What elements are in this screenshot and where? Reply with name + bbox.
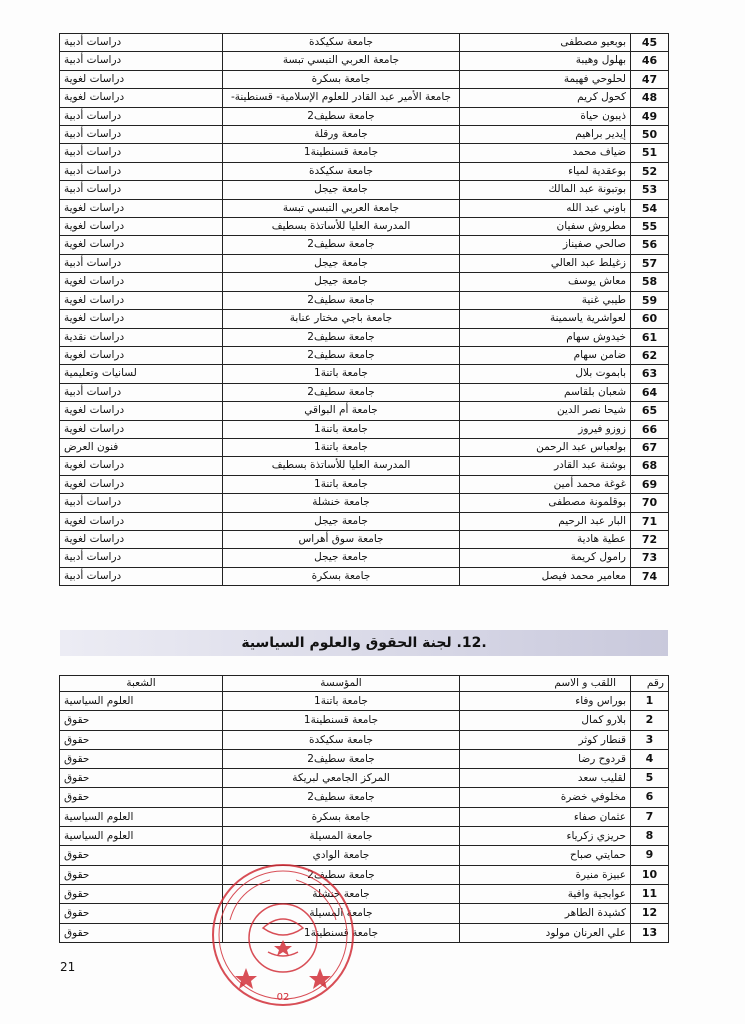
- member-name: لعواشرية ياسمينة: [460, 310, 631, 328]
- table-row: [60, 788, 669, 807]
- specialty: فنون العرض: [60, 438, 223, 456]
- row-number: 54: [631, 199, 669, 217]
- section-title: .12. لجنة الحقوق والعلوم السياسية: [241, 635, 487, 651]
- row-number: 69: [631, 475, 669, 493]
- institution: جامعة باتنة1: [223, 475, 460, 493]
- specialty: دراسات أدبية: [60, 144, 223, 162]
- institution: جامعة سطيف2: [223, 291, 460, 309]
- specialty: دراسات لغوية: [60, 310, 223, 328]
- member-name: بوراس وفاء: [460, 692, 631, 711]
- institution: جامعة المسيلة: [223, 827, 460, 846]
- institution: المدرسة العليا للأساتذة بسطيف: [223, 457, 460, 475]
- table-row: [60, 884, 669, 903]
- institution: جامعة جيجل: [223, 549, 460, 567]
- header-num: رقم: [631, 676, 669, 692]
- specialty: حقوق: [60, 730, 223, 749]
- row-number: 56: [631, 236, 669, 254]
- specialty: لسانيات وتعليمية: [60, 365, 223, 383]
- specialty: دراسات لغوية: [60, 420, 223, 438]
- row-number: 10: [631, 865, 669, 884]
- member-name: ضامن سهام: [460, 346, 631, 364]
- specialty: دراسات أدبية: [60, 567, 223, 585]
- institution: جامعة خنشلة: [223, 494, 460, 512]
- table-row: [60, 34, 669, 52]
- table-row: [60, 475, 669, 493]
- row-number: 6: [631, 788, 669, 807]
- member-name: علي العرنان مولود: [460, 923, 631, 942]
- table-row: [60, 749, 669, 768]
- specialty: دراسات أدبية: [60, 494, 223, 512]
- row-number: 72: [631, 530, 669, 548]
- institution: جامعة سطيف2: [223, 107, 460, 125]
- specialty: دراسات لغوية: [60, 346, 223, 364]
- table-row: [60, 438, 669, 456]
- specialty: دراسات أدبية: [60, 549, 223, 567]
- row-number: 61: [631, 328, 669, 346]
- member-name: زغيلط عبد العالي: [460, 254, 631, 272]
- row-number: 71: [631, 512, 669, 530]
- row-number: 62: [631, 346, 669, 364]
- specialty: دراسات أدبية: [60, 254, 223, 272]
- row-number: 13: [631, 923, 669, 942]
- member-name: معامير محمد فيصل: [460, 567, 631, 585]
- row-number: 68: [631, 457, 669, 475]
- institution: جامعة باجي مختار عنابة: [223, 310, 460, 328]
- table-row: [60, 273, 669, 291]
- table-row: [60, 730, 669, 749]
- table-row: [60, 865, 669, 884]
- institution: جامعة جيجل: [223, 181, 460, 199]
- specialty: دراسات لغوية: [60, 70, 223, 88]
- specialty: دراسات أدبية: [60, 383, 223, 401]
- specialty: حقوق: [60, 769, 223, 788]
- row-number: 11: [631, 884, 669, 903]
- row-number: 8: [631, 827, 669, 846]
- member-name: كحول كريم: [460, 89, 631, 107]
- member-name: بلارو كمال: [460, 711, 631, 730]
- member-name: عثمان صفاء: [460, 807, 631, 826]
- institution: جامعة ورقلة: [223, 126, 460, 144]
- member-name: غوغة محمد أمين: [460, 475, 631, 493]
- row-number: 46: [631, 52, 669, 70]
- member-name: صالحي صفيناز: [460, 236, 631, 254]
- specialty: دراسات لغوية: [60, 273, 223, 291]
- row-number: 48: [631, 89, 669, 107]
- member-name: زوزو فيروز: [460, 420, 631, 438]
- institution: جامعة خنشلة: [223, 884, 460, 903]
- institution: جامعة قسنطينة1: [223, 923, 460, 942]
- institution: جامعة العربي التبسي تبسة: [223, 199, 460, 217]
- institution: جامعة جيجل: [223, 273, 460, 291]
- row-number: 59: [631, 291, 669, 309]
- law-political-science-committee-table: [59, 675, 669, 943]
- table-row: [60, 199, 669, 217]
- institution: جامعة سطيف2: [223, 788, 460, 807]
- row-number: 55: [631, 218, 669, 236]
- table-row: [60, 711, 669, 730]
- table-row: [60, 310, 669, 328]
- official-seal-stamp: [208, 860, 358, 1010]
- institution: جامعة باتنة1: [223, 692, 460, 711]
- institution: جامعة باتنة1: [223, 420, 460, 438]
- member-name: خيدوش سهام: [460, 328, 631, 346]
- specialty: دراسات نقدية: [60, 328, 223, 346]
- table-row: [60, 512, 669, 530]
- row-number: 1: [631, 692, 669, 711]
- member-name: لقليب سعد: [460, 769, 631, 788]
- row-number: 49: [631, 107, 669, 125]
- row-number: 74: [631, 567, 669, 585]
- header-field: الشعبة: [60, 676, 223, 692]
- institution: المركز الجامعي لبريكة: [223, 769, 460, 788]
- institution: جامعة جيجل: [223, 254, 460, 272]
- member-name: ذيبون حياة: [460, 107, 631, 125]
- member-name: طيبي غنية: [460, 291, 631, 309]
- table-row: [60, 846, 669, 865]
- institution: جامعة باتنة1: [223, 438, 460, 456]
- table-row: [60, 162, 669, 180]
- member-name: حمايتي صباح: [460, 846, 631, 865]
- row-number: 4: [631, 749, 669, 768]
- specialty: دراسات لغوية: [60, 402, 223, 420]
- institution: جامعة باتنة1: [223, 365, 460, 383]
- member-name: شعبان بلقاسم: [460, 383, 631, 401]
- institution: جامعة قسنطينة1: [223, 144, 460, 162]
- specialty: دراسات لغوية: [60, 89, 223, 107]
- specialty: حقوق: [60, 788, 223, 807]
- table-row: [60, 769, 669, 788]
- table-row: [60, 328, 669, 346]
- table-row: [60, 530, 669, 548]
- table-row: [60, 236, 669, 254]
- row-number: 50: [631, 126, 669, 144]
- institution: المدرسة العليا للأساتذة بسطيف: [223, 218, 460, 236]
- table-row: [60, 420, 669, 438]
- row-number: 12: [631, 904, 669, 923]
- member-name: باوني عبد الله: [460, 199, 631, 217]
- row-number: 66: [631, 420, 669, 438]
- table-row: [60, 692, 669, 711]
- header-institution: المؤسسة: [223, 676, 460, 692]
- institution: جامعة سطيف2: [223, 236, 460, 254]
- specialty: دراسات لغوية: [60, 199, 223, 217]
- institution: جامعة بسكرة: [223, 70, 460, 88]
- row-number: 64: [631, 383, 669, 401]
- member-name: بوقلمونة مصطفى: [460, 494, 631, 512]
- specialty: العلوم السياسية: [60, 827, 223, 846]
- table-row: [60, 494, 669, 512]
- committee-members-table-continued: [59, 33, 669, 586]
- table-row: [60, 457, 669, 475]
- table-row: [60, 107, 669, 125]
- institution: جامعة سطيف2: [223, 328, 460, 346]
- member-name: قردوح رضا: [460, 749, 631, 768]
- member-name: ضياف محمد: [460, 144, 631, 162]
- header-name: اللقب و الاسم: [460, 676, 631, 692]
- member-name: مخلوفي خضرة: [460, 788, 631, 807]
- specialty: دراسات أدبية: [60, 181, 223, 199]
- member-name: عوابجية وافية: [460, 884, 631, 903]
- table-row: [60, 402, 669, 420]
- specialty: حقوق: [60, 711, 223, 730]
- row-number: 70: [631, 494, 669, 512]
- table-row: [60, 827, 669, 846]
- member-name: بوعقدية لمياء: [460, 162, 631, 180]
- table-row: [60, 567, 669, 585]
- specialty: دراسات لغوية: [60, 236, 223, 254]
- member-name: شيحا نصر الدين: [460, 402, 631, 420]
- row-number: 57: [631, 254, 669, 272]
- institution: جامعة قسنطينة1: [223, 711, 460, 730]
- table-row: [60, 549, 669, 567]
- table-row: [60, 904, 669, 923]
- member-name: معاش يوسف: [460, 273, 631, 291]
- table-row: [60, 70, 669, 88]
- specialty: دراسات لغوية: [60, 457, 223, 475]
- table-row: [60, 254, 669, 272]
- member-name: بوتبونة عبد المالك: [460, 181, 631, 199]
- institution: جامعة بسكرة: [223, 807, 460, 826]
- specialty: حقوق: [60, 749, 223, 768]
- table-row: [60, 365, 669, 383]
- specialty: حقوق: [60, 884, 223, 903]
- specialty: دراسات لغوية: [60, 291, 223, 309]
- row-number: 60: [631, 310, 669, 328]
- table-row: [60, 52, 669, 70]
- table-row: [60, 144, 669, 162]
- institution: جامعة الوادي: [223, 846, 460, 865]
- member-name: قنطار كوثر: [460, 730, 631, 749]
- member-name: عبيزة منيرة: [460, 865, 631, 884]
- specialty: دراسات أدبية: [60, 107, 223, 125]
- row-number: 73: [631, 549, 669, 567]
- specialty: دراسات لغوية: [60, 218, 223, 236]
- institution: جامعة سطيف2: [223, 749, 460, 768]
- row-number: 45: [631, 34, 669, 52]
- member-name: رامول كريمة: [460, 549, 631, 567]
- member-name: كشيدة الطاهر: [460, 904, 631, 923]
- institution: جامعة سكيكدة: [223, 34, 460, 52]
- member-name: عطية هادية: [460, 530, 631, 548]
- table-row: [60, 181, 669, 199]
- specialty: العلوم السياسية: [60, 807, 223, 826]
- member-name: لحلوحي فهيمة: [460, 70, 631, 88]
- member-name: بوشنة عبد القادر: [460, 457, 631, 475]
- member-name: بولعباس عبد الرحمن: [460, 438, 631, 456]
- table-row: [60, 807, 669, 826]
- row-number: 9: [631, 846, 669, 865]
- institution: جامعة أم البواقي: [223, 402, 460, 420]
- table-header-row: [60, 676, 669, 692]
- specialty: دراسات أدبية: [60, 126, 223, 144]
- row-number: 67: [631, 438, 669, 456]
- table-row: [60, 126, 669, 144]
- stamp-number: 02: [276, 992, 290, 1003]
- institution: جامعة جيجل: [223, 512, 460, 530]
- institution: جامعة سوق أهراس: [223, 530, 460, 548]
- institution: جامعة الأمير عبد القادر للعلوم الإسلامية- قسنطينة-: [223, 89, 460, 107]
- specialty: حقوق: [60, 923, 223, 942]
- specialty: حقوق: [60, 904, 223, 923]
- row-number: 58: [631, 273, 669, 291]
- member-name: إيدير براهيم: [460, 126, 631, 144]
- member-name: بابموت بلال: [460, 365, 631, 383]
- row-number: 47: [631, 70, 669, 88]
- row-number: 3: [631, 730, 669, 749]
- specialty: حقوق: [60, 846, 223, 865]
- table-row: [60, 218, 669, 236]
- specialty: دراسات لغوية: [60, 530, 223, 548]
- table-row: [60, 346, 669, 364]
- institution: جامعة سكيكدة: [223, 162, 460, 180]
- member-name: بوبعيو مصطفى: [460, 34, 631, 52]
- table-row: [60, 383, 669, 401]
- table-row: [60, 291, 669, 309]
- institution: جامعة المسيلة: [223, 904, 460, 923]
- member-name: حريزي زكرياء: [460, 827, 631, 846]
- specialty: دراسات أدبية: [60, 162, 223, 180]
- table-row: [60, 89, 669, 107]
- row-number: 52: [631, 162, 669, 180]
- row-number: 51: [631, 144, 669, 162]
- section-heading: [60, 630, 668, 656]
- member-name: بهلول وهيبة: [460, 52, 631, 70]
- row-number: 63: [631, 365, 669, 383]
- institution: جامعة سطيف2: [223, 383, 460, 401]
- institution: جامعة العربي التبسي تبسة: [223, 52, 460, 70]
- specialty: دراسات لغوية: [60, 475, 223, 493]
- specialty: دراسات لغوية: [60, 512, 223, 530]
- specialty: العلوم السياسية: [60, 692, 223, 711]
- row-number: 5: [631, 769, 669, 788]
- row-number: 53: [631, 181, 669, 199]
- specialty: دراسات أدبية: [60, 52, 223, 70]
- row-number: 65: [631, 402, 669, 420]
- member-name: البار عبد الرحيم: [460, 512, 631, 530]
- institution: جامعة سطيف2: [223, 865, 460, 884]
- page-number: 21: [60, 960, 76, 974]
- institution: جامعة سطيف2: [223, 346, 460, 364]
- member-name: مطروش سفيان: [460, 218, 631, 236]
- row-number: 7: [631, 807, 669, 826]
- specialty: دراسات أدبية: [60, 34, 223, 52]
- institution: جامعة بسكرة: [223, 567, 460, 585]
- specialty: حقوق: [60, 865, 223, 884]
- institution: جامعة سكيكدة: [223, 730, 460, 749]
- row-number: 2: [631, 711, 669, 730]
- table-row: [60, 923, 669, 942]
